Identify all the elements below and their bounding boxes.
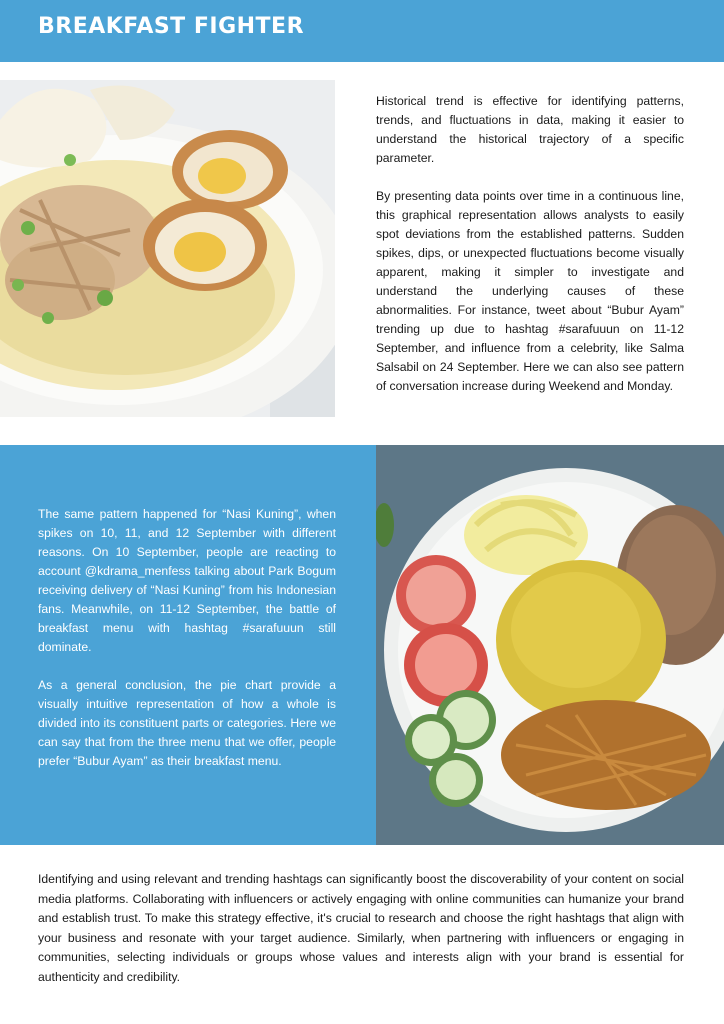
hashtag-strategy-text [38,870,684,987]
paragraph: Identifying and using relevant and trending hashtags can significantly boost the discoverability of your content on social media platforms. Collaborating with influencers or actively engaging with online communities can humanize your brand and establish trust. To make this strategy effective, it's crucial to research and choose the right hashtags that align with your business and resonate with your target audience. Similarly, when partnering with influencers or engaging in communities, selecting individuals or groups whose values and interests align with your brand is essential for authenticity and credibility. [38,872,684,984]
historical-trend-text [376,92,684,415]
bubur-ayam-photo [0,80,335,417]
paragraph: By presenting data points over time in a continuous line, this graphical representation allows analysts to easily spot deviations from the established patterns. Sudden spikes, dips, or unexpected fluctuations become visually apparent, making it simpler to investigate and understand the underlying causes of these abnormalities. For instance, tweet about “Bubur Ayam” trending up due to hashtag #sarafuuun on 11-12 September, and influence from a celebrity, like Salma Salsabil on 24 September. Here we can also see pattern of conversation increase during Weekend and Monday. [376,189,684,393]
nasi-kuning-text [38,505,336,790]
nasi-kuning-photo [376,445,724,845]
header-banner [0,0,724,62]
page-title: BREAKFAST FIGHTER [38,14,305,39]
paragraph: As a general conclusion, the pie chart provide a visually intuitive representation of how a whole is divided into its constituent parts or categories. Here we can say that from the three menu that we offer, people prefer “Bubur Ayam” as their breakfast menu. [38,678,336,768]
paragraph: The same pattern happened for “Nasi Kuning”, when spikes on 10, 11, and 12 September with different reasons. On 10 September, people are reacting to account @kdrama_menfess talking about Park Bogum receiving delivery of “Nasi Kuning” from his Indonesian fans. Meanwhile, on 11-12 September, the battle of breakfast menu with hashtag #sarafuuun still dominate. [38,507,336,654]
paragraph: Historical trend is effective for identifying patterns, trends, and fluctuations in data, making it easier to understand the historical trajectory of a specific parameter. [376,94,684,165]
